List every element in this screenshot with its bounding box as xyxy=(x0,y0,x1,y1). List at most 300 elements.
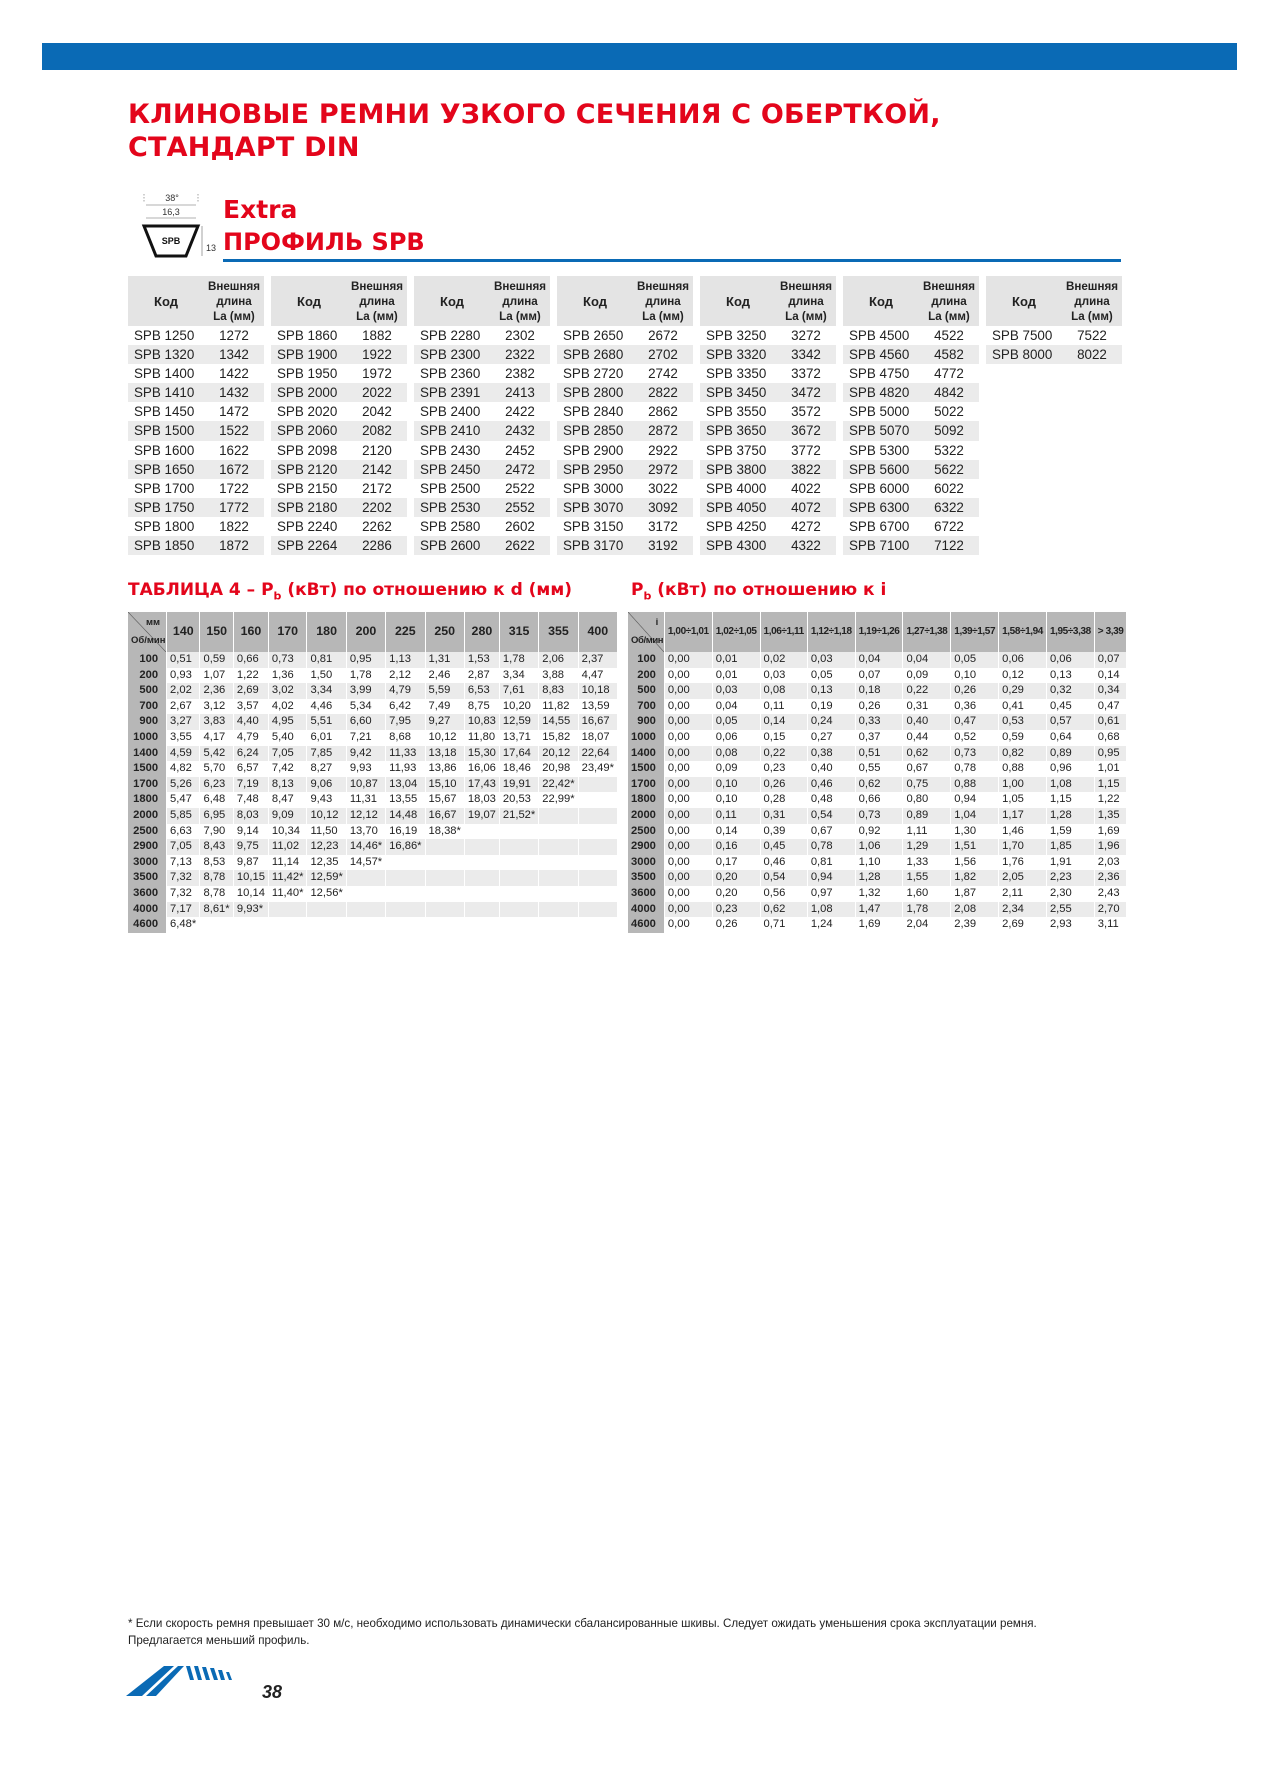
belt-length: 5022 xyxy=(934,404,964,420)
power-cell: 10,87 xyxy=(346,777,385,793)
power-cell: 8,68 xyxy=(386,730,425,746)
power-cell: 1,56 xyxy=(951,855,999,871)
table-row xyxy=(128,870,618,886)
belt-code: SPB 5300 xyxy=(849,442,910,458)
power-cell: 7,48 xyxy=(233,792,268,808)
power-cell: 0,11 xyxy=(760,699,807,715)
footnote: * Если скорость ремня превышает 30 м/с, необходимо использовать динамически сбалансированные шкивы. Следует ожидать уменьшения срока эксплуатации ремня. Предлагается меньший профиль. xyxy=(128,1617,1037,1647)
power-cell xyxy=(499,917,538,933)
belt-code: SPB 2280 xyxy=(420,328,481,343)
belt-length: 4022 xyxy=(791,480,821,496)
power-cell: 3,99 xyxy=(346,683,385,699)
power-cell: 3,11 xyxy=(1094,917,1127,933)
belt-code: SPB 4560 xyxy=(849,347,910,363)
belt-length: 2382 xyxy=(505,366,535,382)
table-row xyxy=(128,730,618,746)
power-cell: 7,49 xyxy=(425,699,464,715)
table-row xyxy=(628,777,1127,793)
belt-length: 3672 xyxy=(791,423,821,439)
power-cell: 1,82 xyxy=(951,870,999,886)
power-cell: 0,93 xyxy=(167,668,200,684)
power-cell: 0,94 xyxy=(951,792,999,808)
power-cell: 0,16 xyxy=(712,839,760,855)
power-cell: 13,55 xyxy=(386,792,425,808)
power-cell xyxy=(386,870,425,886)
power-cell: 0,00 xyxy=(664,886,712,902)
power-cell: 11,50 xyxy=(307,824,346,840)
power-cell: 1,24 xyxy=(807,917,855,933)
power-cell: 0,00 xyxy=(664,792,712,808)
table-row xyxy=(414,402,550,421)
table-row xyxy=(557,364,693,383)
col-length-header: Внешняя длина La (мм) xyxy=(207,279,261,323)
power-cell: 5,59 xyxy=(425,683,464,699)
power-cell xyxy=(307,917,346,933)
power-cell: 1,69 xyxy=(855,917,903,933)
belt-length: 2422 xyxy=(505,404,535,420)
power-cell: 0,89 xyxy=(903,808,951,824)
power-cell: 4,79 xyxy=(386,683,425,699)
title-line-2: СТАНДАРТ DIN xyxy=(128,132,360,163)
power-cell: 3,34 xyxy=(499,668,538,684)
power-cell: 0,13 xyxy=(807,683,855,699)
belt-code: SPB 7500 xyxy=(992,328,1053,343)
power-cell xyxy=(578,792,617,808)
power-cell xyxy=(307,902,346,918)
rpm-cell: 1400 xyxy=(628,746,664,762)
power-cell: 22,99* xyxy=(539,792,578,808)
power-cell: 11,31 xyxy=(346,792,385,808)
power-cell: 1,15 xyxy=(1094,777,1127,793)
table-row xyxy=(557,441,693,460)
table-row xyxy=(128,498,264,517)
belt-length: 5092 xyxy=(934,423,964,439)
table-row xyxy=(628,746,1127,762)
power-cell xyxy=(425,902,464,918)
belt-length: 4272 xyxy=(791,518,821,534)
belt-length: 1472 xyxy=(219,404,249,420)
power-cell: 1,01 xyxy=(1094,761,1127,777)
belt-length: 3272 xyxy=(791,328,821,343)
belt-length: 1722 xyxy=(219,480,249,496)
code-block-header xyxy=(843,276,979,326)
power-cell: 16,06 xyxy=(464,761,499,777)
belt-length: 2472 xyxy=(505,461,535,477)
column-header: 1,00÷1,01 xyxy=(664,612,712,652)
power-cell: 9,87 xyxy=(233,855,268,871)
belt-length: 4072 xyxy=(791,499,821,515)
rpm-cell: 3600 xyxy=(628,886,664,902)
power-cell: 1,70 xyxy=(999,839,1047,855)
power-cell: 7,05 xyxy=(268,746,307,762)
belt-length: 2452 xyxy=(505,442,535,458)
power-cell: 9,09 xyxy=(268,808,307,824)
power-cell: 1,60 xyxy=(903,886,951,902)
power-cell: 1,08 xyxy=(1046,777,1094,793)
page-number: 38 xyxy=(262,1682,283,1702)
power-cell: 0,00 xyxy=(664,699,712,715)
belt-length: 3022 xyxy=(648,480,678,496)
power-cell: 7,17 xyxy=(167,902,200,918)
power-cell: 1,17 xyxy=(999,808,1047,824)
power-cell: 4,47 xyxy=(578,668,617,684)
power-cell: 0,78 xyxy=(807,839,855,855)
table-row xyxy=(271,441,407,460)
power-cell: 0,94 xyxy=(807,870,855,886)
power-cell: 7,13 xyxy=(167,855,200,871)
power-cell: 1,51 xyxy=(951,839,999,855)
belt-code: SPB 2410 xyxy=(420,423,481,439)
table-row xyxy=(128,402,264,421)
table-row xyxy=(128,824,618,840)
power-cell: 0,12 xyxy=(999,668,1047,684)
power-cell: 2,36 xyxy=(200,683,233,699)
power-cell: 0,37 xyxy=(855,730,903,746)
title-line-1: КЛИНОВЫЕ РЕМНИ УЗКОГО СЕЧЕНИЯ С ОБЕРТКОЙ, xyxy=(128,99,941,130)
power-cell: 0,48 xyxy=(807,792,855,808)
power-cell: 11,42* xyxy=(268,870,307,886)
power-cell: 3,83 xyxy=(200,714,233,730)
table-row xyxy=(700,536,836,555)
belt-code: SPB 2580 xyxy=(420,518,481,534)
power-cell: 0,04 xyxy=(903,652,951,668)
power-cell: 10,34 xyxy=(268,824,307,840)
belt-length: 1822 xyxy=(219,518,249,534)
power-cell: 8,03 xyxy=(233,808,268,824)
power-cell: 10,83 xyxy=(464,714,499,730)
rpm-cell: 1400 xyxy=(128,746,167,762)
belt-code: SPB 2150 xyxy=(277,480,338,496)
power-cell: 8,43 xyxy=(200,839,233,855)
table-row xyxy=(628,839,1127,855)
belt-length: 3572 xyxy=(791,404,821,420)
power-cell: 0,10 xyxy=(951,668,999,684)
power-cell: 2,70 xyxy=(1094,902,1127,918)
power-cell: 0,27 xyxy=(807,730,855,746)
table-row xyxy=(271,498,407,517)
power-cell: 7,32 xyxy=(167,870,200,886)
belt-code: SPB 3000 xyxy=(563,480,624,496)
power-cell: 9,06 xyxy=(307,777,346,793)
power-cell: 6,95 xyxy=(200,808,233,824)
belt-code: SPB 1950 xyxy=(277,366,338,382)
belt-length: 2022 xyxy=(362,385,392,401)
power-cell: 0,34 xyxy=(1094,683,1127,699)
power-cell: 10,18 xyxy=(578,683,617,699)
power-cell: 0,26 xyxy=(855,699,903,715)
power-cell: 0,14 xyxy=(1094,668,1127,684)
power-cell: 0,44 xyxy=(903,730,951,746)
col-length-header: Внешняя длина La (мм) xyxy=(493,279,547,323)
power-cell: 1,10 xyxy=(855,855,903,871)
power-cell xyxy=(268,917,307,933)
col-length-header: Внешняя длина La (мм) xyxy=(1065,279,1119,323)
power-cell: 5,47 xyxy=(167,792,200,808)
power-cell: 13,59 xyxy=(578,699,617,715)
power-cell: 5,51 xyxy=(307,714,346,730)
belt-code: SPB 3800 xyxy=(706,461,767,477)
power-cell: 0,36 xyxy=(951,699,999,715)
power-cell: 7,90 xyxy=(200,824,233,840)
belt-length: 1272 xyxy=(219,328,249,343)
belt-code: SPB 2240 xyxy=(277,518,338,534)
power-cell: 0,00 xyxy=(664,652,712,668)
belt-length: 2142 xyxy=(362,461,392,477)
icon-profile-label: SPB xyxy=(161,236,181,246)
table-row xyxy=(128,777,618,793)
rpm-cell: 500 xyxy=(628,683,664,699)
table4-title: ТАБЛИЦА $4 - P_b$ (кВт) по отношению к d (мм) xyxy=(128,580,572,603)
belt-code: SPB 1600 xyxy=(134,442,195,458)
belt-code: SPB 2850 xyxy=(563,423,624,439)
belt-length: 2522 xyxy=(505,480,535,496)
belt-code: SPB 2020 xyxy=(277,404,338,420)
power-cell: 0,31 xyxy=(760,808,807,824)
rpm-cell: 2900 xyxy=(628,839,664,855)
power-cell: 2,03 xyxy=(1094,855,1127,871)
table-row xyxy=(271,460,407,479)
power-cell: 0,81 xyxy=(807,855,855,871)
power-cell: 8,78 xyxy=(200,870,233,886)
power-cell: 8,53 xyxy=(200,855,233,871)
power-cell xyxy=(578,902,617,918)
top-color-bar xyxy=(42,43,1237,70)
power-cell: 10,15 xyxy=(233,870,268,886)
power-cell: 2,11 xyxy=(999,886,1047,902)
power-cell: 1,36 xyxy=(268,668,307,684)
power-cell: 6,23 xyxy=(200,777,233,793)
power-cell: 10,12 xyxy=(425,730,464,746)
power-cell: 0,52 xyxy=(951,730,999,746)
table-row xyxy=(843,383,979,402)
power-cell xyxy=(425,886,464,902)
belt-length: 2120 xyxy=(362,442,392,458)
power-cell: 0,10 xyxy=(712,777,760,793)
power-cell: 2,46 xyxy=(425,668,464,684)
belt-code: SPB 1860 xyxy=(277,328,338,343)
power-cell: 14,57* xyxy=(346,855,385,871)
code-block xyxy=(843,276,979,555)
power-cell xyxy=(464,917,499,933)
table-row xyxy=(128,364,264,383)
col-length-header: Внешняя длина La (мм) xyxy=(350,279,404,323)
power-cell xyxy=(499,824,538,840)
belt-code: SPB 2680 xyxy=(563,347,624,363)
page-title xyxy=(128,98,941,164)
rpm-cell: 1000 xyxy=(128,730,167,746)
power-cell: 1,22 xyxy=(1094,792,1127,808)
belt-code: SPB 3550 xyxy=(706,404,767,420)
belt-code: SPB 2950 xyxy=(563,461,624,477)
power-cell: 12,59 xyxy=(499,714,538,730)
power-cell: 4,95 xyxy=(268,714,307,730)
section-divider xyxy=(223,259,1121,262)
belt-length: 6022 xyxy=(934,480,964,496)
belt-code: SPB 2530 xyxy=(420,499,481,515)
rpm-cell: 900 xyxy=(128,714,167,730)
power-cell: 0,39 xyxy=(760,824,807,840)
power-cell: 0,26 xyxy=(712,917,760,933)
belt-code: SPB 3350 xyxy=(706,366,767,382)
power-cell: 0,01 xyxy=(712,652,760,668)
power-cell: 0,73 xyxy=(268,652,307,668)
table-row xyxy=(628,824,1127,840)
power-cell: 13,86 xyxy=(425,761,464,777)
col-code-header: Код xyxy=(154,293,178,309)
power-cell: 0,14 xyxy=(712,824,760,840)
power-cell: 22,42* xyxy=(539,777,578,793)
power-cell: 7,42 xyxy=(268,761,307,777)
power-cell: 11,80 xyxy=(464,730,499,746)
power-cell: 13,71 xyxy=(499,730,538,746)
power-cell: 0,95 xyxy=(1094,746,1127,762)
belt-length: 2602 xyxy=(505,518,535,534)
power-cell: 21,52* xyxy=(499,808,538,824)
power-cell: 20,53 xyxy=(499,792,538,808)
power-cell: 0,05 xyxy=(807,668,855,684)
belt-length: 2552 xyxy=(505,499,535,515)
power-cell: 1,50 xyxy=(307,668,346,684)
table-row xyxy=(628,652,1127,668)
column-header: 1,27÷1,38 xyxy=(903,612,951,652)
power-cell: 8,83 xyxy=(539,683,578,699)
power-cell: 23,49* xyxy=(578,761,617,777)
power-cell: 18,07 xyxy=(578,730,617,746)
table-row xyxy=(128,855,618,871)
power-cell: 0,56 xyxy=(760,886,807,902)
belt-length: 1882 xyxy=(362,328,392,343)
power-cell: 0,46 xyxy=(807,777,855,793)
power-cell: 0,45 xyxy=(760,839,807,855)
belt-length: 2822 xyxy=(648,385,678,401)
belt-length: 1872 xyxy=(219,538,249,554)
power-cell: 0,13 xyxy=(1046,668,1094,684)
power-cell: 7,61 xyxy=(499,683,538,699)
power-cell: 8,13 xyxy=(268,777,307,793)
column-header: 315 xyxy=(499,612,538,652)
belt-code: SPB 2000 xyxy=(277,385,338,401)
table-row xyxy=(414,460,550,479)
column-header: 1,95÷3,38 xyxy=(1046,612,1094,652)
power-cell: 1,78 xyxy=(346,668,385,684)
table-row xyxy=(128,683,618,699)
column-header: 1,06÷1,11 xyxy=(760,612,807,652)
column-header: 200 xyxy=(346,612,385,652)
power-cell: 0,55 xyxy=(855,761,903,777)
belt-length: 7122 xyxy=(934,538,964,554)
power-cell: 16,67 xyxy=(578,714,617,730)
belt-length: 3192 xyxy=(648,538,678,554)
power-cell: 0,02 xyxy=(760,652,807,668)
table-row xyxy=(843,479,979,498)
power-cell: 6,24 xyxy=(233,746,268,762)
power-cell: 0,00 xyxy=(664,730,712,746)
power-cell: 1,29 xyxy=(903,839,951,855)
power-cell: 1,08 xyxy=(807,902,855,918)
belt-code: SPB 1320 xyxy=(134,347,195,363)
belt-code: SPB 3070 xyxy=(563,499,624,515)
col-length-header: Внешняя длина La (мм) xyxy=(779,279,833,323)
power-cell: 4,79 xyxy=(233,730,268,746)
power-cell: 0,51 xyxy=(167,652,200,668)
power-cell: 12,35 xyxy=(307,855,346,871)
power-cell: 0,62 xyxy=(903,746,951,762)
belt-length: 1432 xyxy=(219,385,249,401)
rpm-cell: 2900 xyxy=(128,839,167,855)
rpm-cell: 1000 xyxy=(628,730,664,746)
power-cell: 1,55 xyxy=(903,870,951,886)
column-header: 1,02÷1,05 xyxy=(712,612,760,652)
power-cell: 5,40 xyxy=(268,730,307,746)
rpm-cell: 1500 xyxy=(128,761,167,777)
rpm-cell: 3600 xyxy=(128,886,167,902)
table-row xyxy=(843,326,979,345)
power-cell xyxy=(200,917,233,933)
power-cell: 16,19 xyxy=(386,824,425,840)
power-cell xyxy=(499,902,538,918)
power-cell: 11,02 xyxy=(268,839,307,855)
power-cell: 1,87 xyxy=(951,886,999,902)
belt-length: 1622 xyxy=(219,442,249,458)
table-row xyxy=(414,536,550,555)
power-cell: 0,46 xyxy=(760,855,807,871)
power-cell: 6,01 xyxy=(307,730,346,746)
belt-length: 2672 xyxy=(648,328,678,343)
power-cell: 17,43 xyxy=(464,777,499,793)
belt-code: SPB 2500 xyxy=(420,480,481,496)
table-row xyxy=(843,536,979,555)
table-row xyxy=(628,902,1127,918)
column-header: 355 xyxy=(539,612,578,652)
power-cell: 4,40 xyxy=(233,714,268,730)
belt-length: 6322 xyxy=(934,499,964,515)
belt-length: 2322 xyxy=(505,347,535,363)
power-cell: 13,70 xyxy=(346,824,385,840)
code-block xyxy=(986,276,1122,555)
power-cell: 20,12 xyxy=(539,746,578,762)
column-header: 170 xyxy=(268,612,307,652)
table-row xyxy=(414,479,550,498)
power-cell: 7,05 xyxy=(167,839,200,855)
belt-code: SPB 4000 xyxy=(706,480,767,496)
belt-length: 4322 xyxy=(791,538,821,554)
power-cell: 11,82 xyxy=(539,699,578,715)
table-row xyxy=(128,746,618,762)
power-cell: 0,00 xyxy=(664,761,712,777)
table-row xyxy=(414,383,550,402)
power-cell: 10,14 xyxy=(233,886,268,902)
power-cell: 1,28 xyxy=(855,870,903,886)
power-cell: 6,60 xyxy=(346,714,385,730)
power-cell: 12,56* xyxy=(307,886,346,902)
col-code-header: Код xyxy=(297,293,321,309)
belt-code: SPB 4300 xyxy=(706,538,767,554)
table-row xyxy=(271,479,407,498)
power-cell: 5,70 xyxy=(200,761,233,777)
table-row xyxy=(271,517,407,536)
power-cell: 0,04 xyxy=(855,652,903,668)
power-cell: 0,00 xyxy=(664,777,712,793)
belt-code: SPB 1450 xyxy=(134,404,195,420)
power-cell: 0,67 xyxy=(903,761,951,777)
power-cell: 0,03 xyxy=(712,683,760,699)
power-cell: 10,12 xyxy=(307,808,346,824)
power-cell: 0,26 xyxy=(951,683,999,699)
table-row xyxy=(700,460,836,479)
table-row xyxy=(414,364,550,383)
power-cell: 6,42 xyxy=(386,699,425,715)
rpm-cell: 3000 xyxy=(128,855,167,871)
